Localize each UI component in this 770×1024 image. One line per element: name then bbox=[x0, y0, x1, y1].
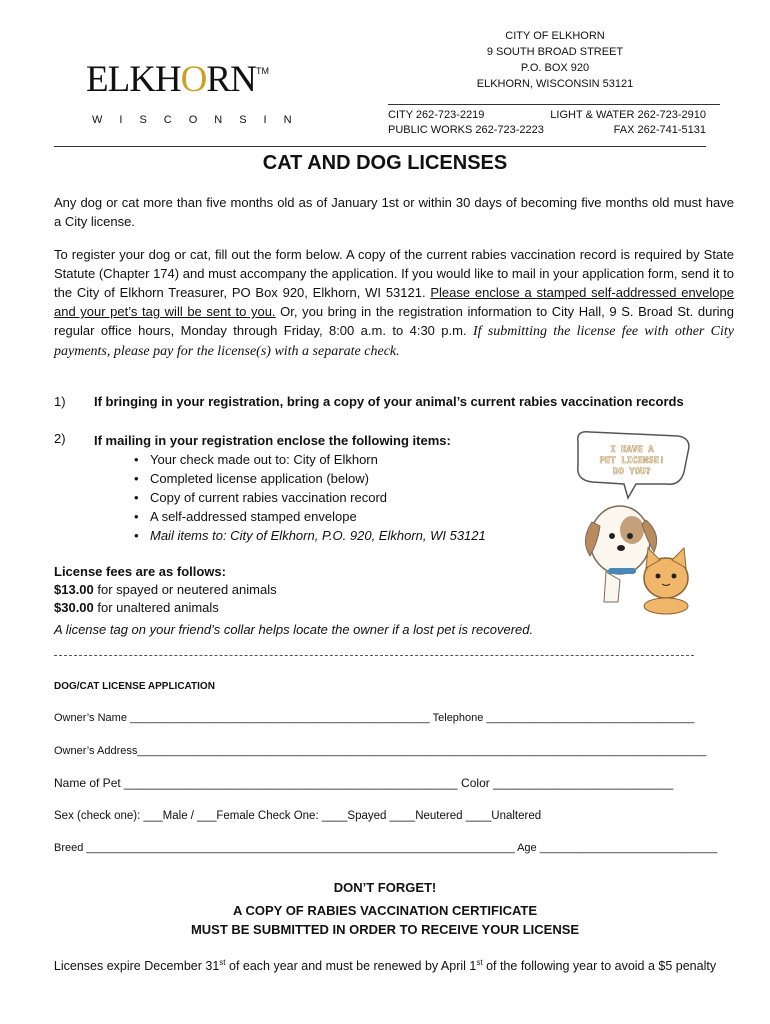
step-1-text: If bringing in your registration, bring a copy of your animal’s current rabies vaccination records bbox=[94, 394, 684, 409]
elkhorn-logo bbox=[86, 58, 309, 128]
list-item: • A self-addressed stamped envelope bbox=[128, 507, 574, 526]
fax-number: FAX 262-741-5131 bbox=[613, 124, 706, 136]
form-heading: DOG/CAT LICENSE APPLICATION bbox=[54, 681, 215, 692]
public-works-phone: PUBLIC WORKS 262-723-2223 bbox=[388, 124, 544, 136]
step-2-block bbox=[94, 431, 574, 545]
logo-subtitle: WISCONSIN bbox=[92, 114, 309, 126]
intro-paragraph: Any dog or cat more than five months old as of January 1st or within 30 days of becoming five months old must have a City license. bbox=[54, 195, 734, 229]
reminder-line: A COPY OF RABIES VACCINATION CERTIFICATE bbox=[232, 903, 538, 918]
expiration-note: Licenses expire December 31st of each year and must be renewed by April 1st of the following year to avoid a $5 penalty bbox=[53, 958, 717, 974]
separate-check-note: If submitting the license fee with other City payments, please pay for the license(s) with a separate check. bbox=[54, 324, 735, 359]
address-line: 9 SOUTH BROAD STREET bbox=[486, 46, 624, 58]
step-2-text: If mailing in your registration enclose the following items: bbox=[94, 433, 451, 448]
fees-heading: License fees are as follows: bbox=[54, 564, 226, 579]
dog-cat-icon bbox=[570, 430, 710, 615]
list-item: • Completed license application (below) bbox=[128, 469, 574, 488]
pet-name-field[interactable]: Name of Pet __________________________________________________ Color ___________________________ bbox=[54, 776, 674, 790]
header-divider bbox=[388, 104, 720, 105]
page-title: CAT AND DOG LICENSES bbox=[262, 152, 508, 174]
address-line: ELKHORN, WISCONSIN 53121 bbox=[476, 78, 634, 90]
list-item: • Your check made out to: City of Elkhorn bbox=[128, 450, 574, 469]
reminder-line: MUST BE SUBMITTED IN ORDER TO RECEIVE YOUR LICENSE bbox=[190, 922, 580, 937]
owner-name-field[interactable]: Owner’s Name _________________________________________________ Telephone __________________________________ bbox=[54, 712, 695, 724]
breed-field[interactable]: Breed ______________________________________________________________________ Age _____________________________ bbox=[54, 842, 718, 854]
logo-trademark: TM bbox=[256, 66, 269, 76]
fee-unaltered: $30.00 for unaltered animals bbox=[54, 600, 219, 615]
envelope-note: Please enclose a stamped self-addressed envelope and your pet’s tag will be sent to you. bbox=[54, 285, 734, 319]
title-divider bbox=[54, 146, 706, 147]
list-item: • Mail items to: City of Elkhorn, P.O. 920, Elkhorn, WI 53121 bbox=[128, 526, 574, 545]
step-1-number: 1) bbox=[54, 394, 66, 409]
reminder-heading: DON’T FORGET! bbox=[333, 880, 437, 895]
list-item: • Copy of current rabies vaccination record bbox=[128, 488, 574, 507]
city-phone: CITY 262-723-2219 bbox=[388, 109, 485, 121]
mail-items-list bbox=[128, 450, 574, 545]
address-line: CITY OF ELKHORN bbox=[505, 30, 605, 42]
contact-right bbox=[540, 108, 706, 138]
fees-section bbox=[54, 563, 533, 639]
tag-note: A license tag on your friend’s collar helps locate the owner if a lost pet is recovered. bbox=[54, 622, 534, 637]
bubble-line: I HAVE A bbox=[610, 445, 654, 455]
logo-wordmark: ELKHORN bbox=[86, 59, 256, 100]
fee-spayed: $13.00 for spayed or neutered animals bbox=[54, 582, 277, 597]
sex-check-field[interactable]: Sex (check one): ___Male / ___Female Check One: ____Spayed ____Neutered ____Unaltered bbox=[54, 810, 542, 822]
register-paragraph: To register your dog or cat, fill out the form below. A copy of the current rabies vaccination record is required by State Statute (Chapter 174) and must accompany the application. If you would like to mail in your application form, send it to the City of Elkhorn Treasurer, PO Box 920, Elkhorn, WI 53121. Please enclose a stamped self-addressed envelope and your pet’s tag will be sent to you. Or, you bring in the registration information to City Hall, 9 S. Broad St. during regular office hours, Monday through Friday, 8:00 a.m. to 4:30 p.m. If submitting the license fee with other City payments, please pay for the license(s) with a separate check. bbox=[54, 247, 735, 359]
step-2-number: 2) bbox=[54, 431, 66, 446]
contact-left bbox=[388, 108, 544, 138]
owner-address-field[interactable]: Owner’s Address_____________________________________________________________________________________________ bbox=[54, 745, 707, 757]
light-water-phone: LIGHT & WATER 262-723-2910 bbox=[550, 109, 706, 121]
address-line: P.O. BOX 920 bbox=[520, 62, 590, 74]
bubble-line: PET LICENSE! bbox=[599, 456, 665, 466]
pet-illustration bbox=[570, 430, 710, 615]
bubble-line: DO YOU? bbox=[613, 467, 651, 477]
city-address bbox=[390, 28, 720, 92]
cut-line bbox=[54, 655, 694, 656]
